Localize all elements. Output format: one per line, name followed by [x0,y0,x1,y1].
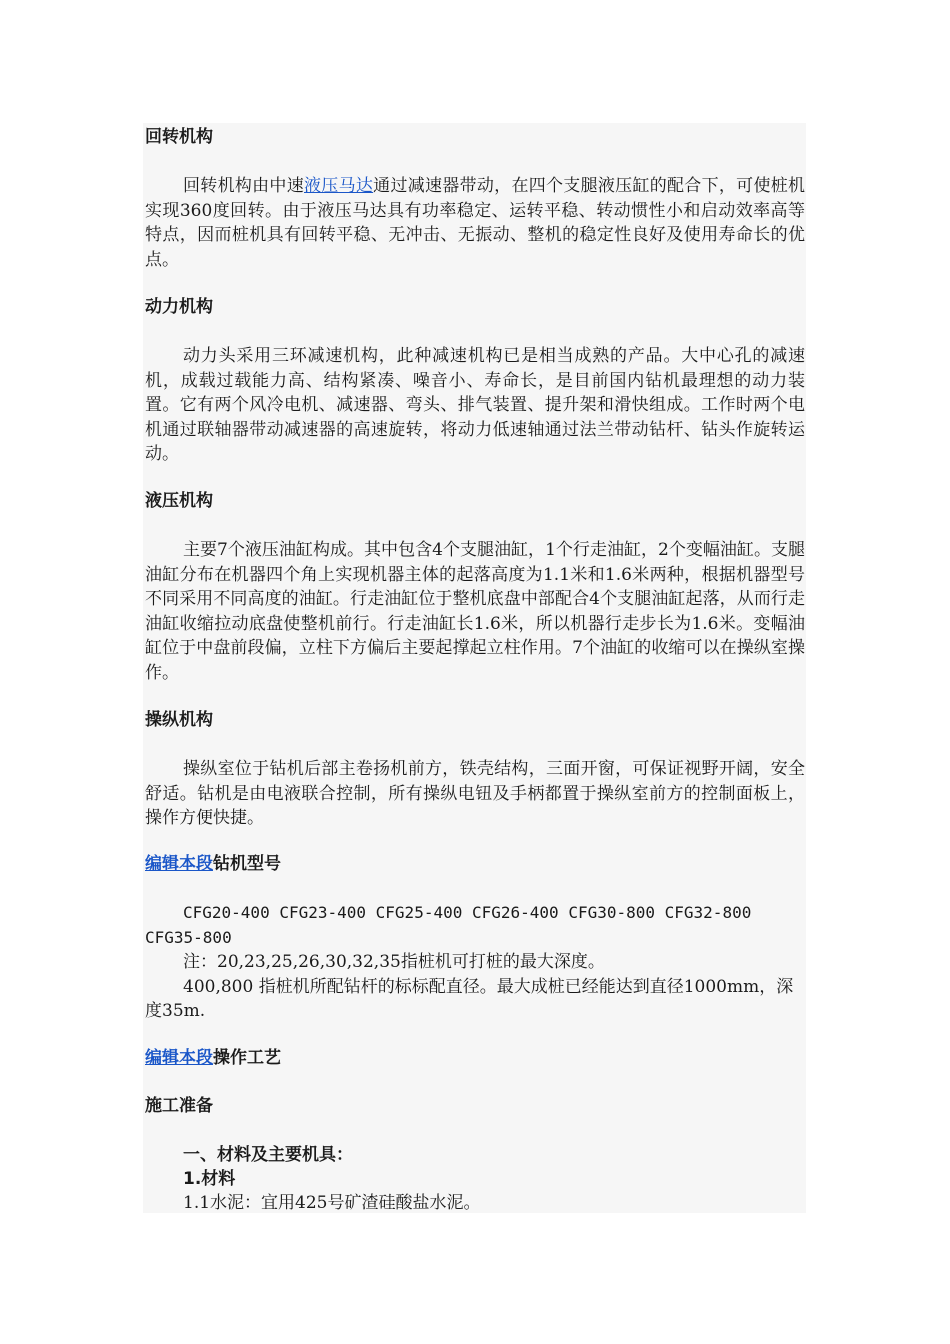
model-list: CFG20-400 CFG23-400 CFG25-400 CFG26-400 CFG30-800 CFG32-800 CFG35-800 [145,903,752,947]
section-title: 钻机型号 [213,854,281,874]
paragraph: 操纵室位于钻机后部主卷扬机前方，铁壳结构，三面开窗，可保证视野开阔，安全舒适。钻机是由电液联合控制，所有操纵电钮及手柄都置于操纵室前方的控制面板上，操作方便快捷。 [145,759,805,829]
list-item: 一、材料及主要机具： [183,1145,353,1165]
edit-section-link[interactable]: 编辑本段 [145,1048,213,1068]
section-title: 操纵机构 [145,710,213,730]
section-power [145,295,805,467]
hydraulic-motor-link[interactable]: 液压马达 [304,176,374,196]
section-rotation [145,125,805,272]
section-control [145,708,805,831]
section-heading [145,1046,805,1070]
paragraph: 主要7个液压油缸构成。其中包含4个支腿油缸，1个行走油缸，2个变幅油缸。支腿油缸分布在机器四个角上实现机器主体的起落高度为1.1米和1.6米两种，根据机器型号不同采用不同高度的油缸。行走油缸位于整机底盘中部配合4个支腿油缸起落，从而行走油缸收缩拉动底盘使整机前行。行走油缸长1.6米，所以机器行走步长为1.6米。变幅油缸位于中盘前段偏，立柱下方偏后主要起撑起立柱作用。7个油缸的收缩可以在操纵室操作。 [145,540,805,683]
paragraph: 回转机构由中速液压马达通过减速器带动，在四个支腿液压缸的配合下，可使桩机实现360度回转。由于液压马达具有功率稳定、运转平稳、转动惯性小和启动效率高等特点，因而桩机具有回转平稳、无冲击、无振动、整机的稳定性良好及使用寿命长的优点。 [145,176,806,270]
section-models [145,852,805,1024]
edit-section-link[interactable]: 编辑本段 [145,854,213,874]
section-process [145,1046,805,1070]
paragraph: 动力头采用三环减速机构，此种减速机构已是相当成熟的产品。大中心孔的减速机，成载过载能力高、结构紧凑、噪音小、寿命长，是目前国内钻机最理想的动力装置。它有两个风冷电机、减速器、弯头、排气装置、提升架和滑快组成。工作时两个电机通过联轴器带动减速器的高速旋转，将动力低速轴通过法兰带动钻杆、钻头作旋转运动。 [145,346,805,465]
section-prep [145,1094,805,1216]
note: 注：20,23,25,26,30,32,35指桩机可打桩的最大深度。 [183,952,605,973]
list-item: 1.1水泥：宜用425号矿渣硅酸盐水泥。 [183,1193,481,1213]
section-title: 回转机构 [145,127,213,147]
section-title: 操作工艺 [213,1048,281,1068]
note: 400,800 指桩机所配钻杆的标标配直径。最大成桩已经能达到直径1000mm，深度35m. [145,976,794,1022]
list-item: 1.材料 [183,1169,236,1189]
section-heading [145,852,805,876]
section-hydraulic [145,489,805,686]
section-title: 施工准备 [145,1096,213,1116]
section-title: 动力机构 [145,297,213,317]
section-title: 液压机构 [145,491,213,511]
